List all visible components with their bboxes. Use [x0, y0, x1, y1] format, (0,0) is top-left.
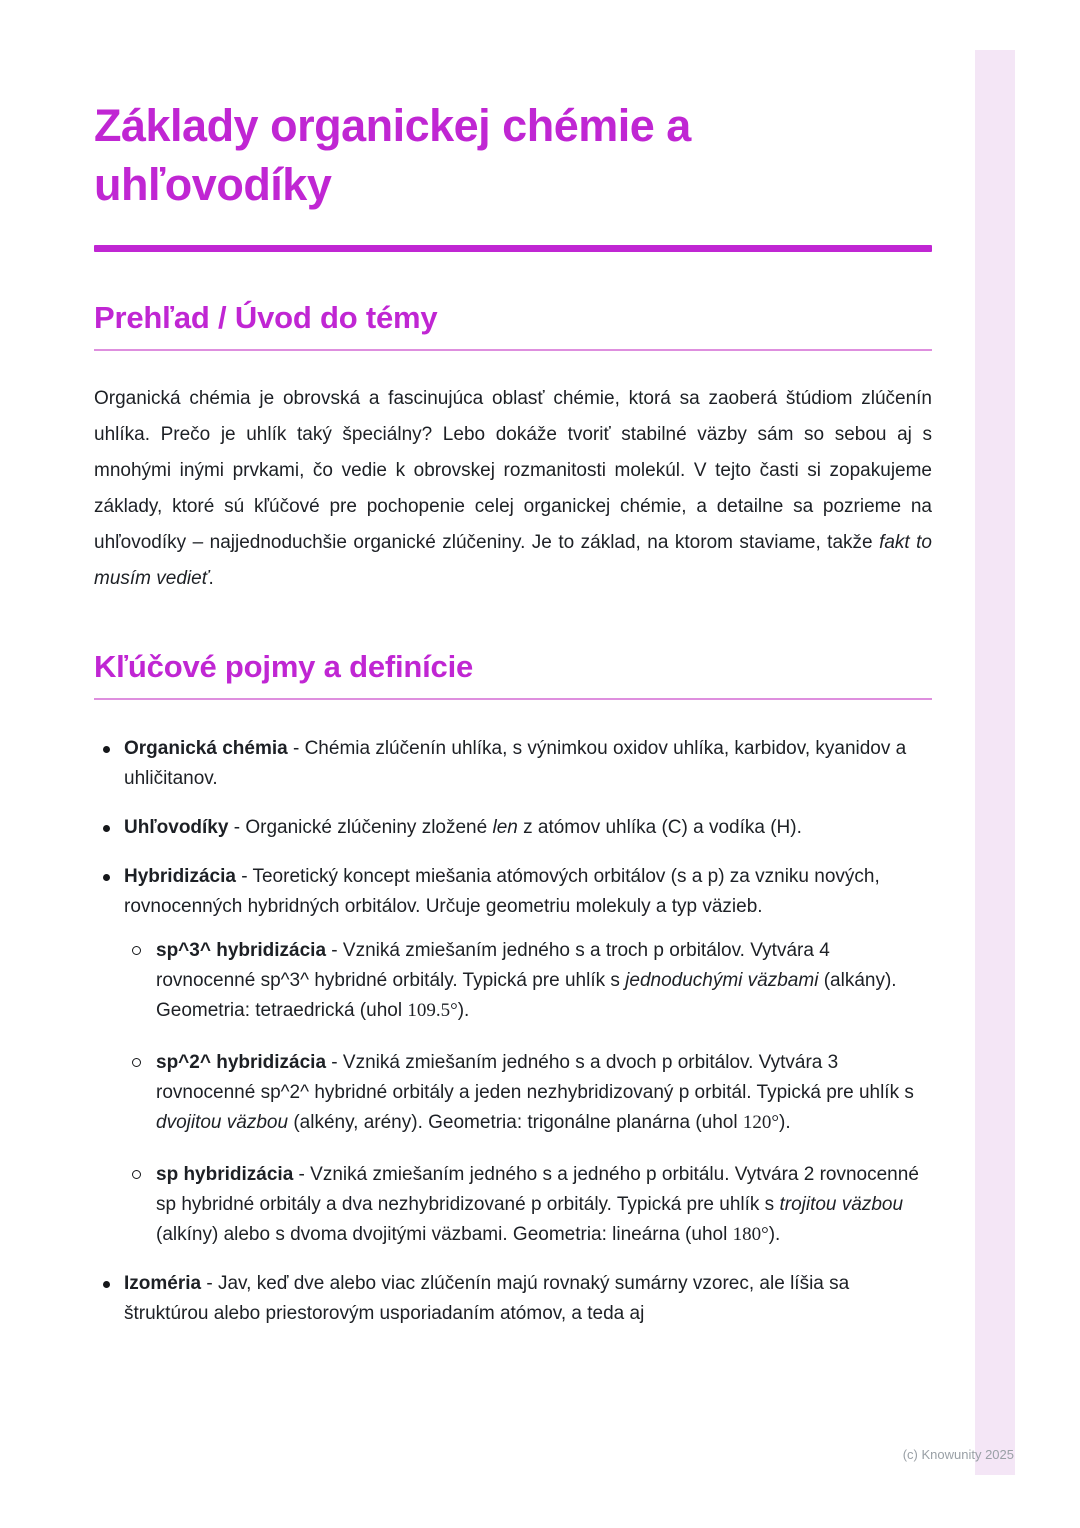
text-segment: - Jav, keď dve alebo viac zlúčenín majú rovnaký sumárny vzorec, ale líšia sa štruktúrou alebo priestorovým usporiadaním atómov, a teda aj — [124, 1272, 850, 1324]
text-segment: - Vzniká zmiešaním jedného s a dvoch p orbitálov. Vytvára 3 rovnocenné sp^2^ hybridné orbitály a jeden nezhybridizovaný p orbitál. Typická pre uhlík s — [156, 1051, 914, 1103]
text-segment: Organická chémia — [124, 737, 288, 759]
text-segment: (alkány). Geometria: tetraedrická (uhol — [156, 969, 897, 1021]
text-segment: 120° — [742, 1111, 779, 1133]
text-segment: ). — [768, 1223, 781, 1245]
text-segment: - Teoretický koncept miešania atómových orbitálov (s a p) za vzniku nových, rovnocenných hybridných orbitálov. Určuje geometriu molekuly a typ väzieb. — [124, 865, 880, 917]
text-segment: sp hybridizácia — [156, 1163, 294, 1185]
term-item — [94, 1269, 932, 1329]
text-segment: fakt to musím vedieť — [94, 531, 932, 589]
text-segment: - Organické zlúčeniny zložené — [228, 816, 493, 838]
text-segment: dvojitou väzbou — [156, 1111, 289, 1133]
text-segment: trojitou väzbou — [779, 1193, 904, 1215]
text-segment: 109.5° — [407, 999, 458, 1021]
side-accent-strip — [975, 50, 1015, 1475]
text-segment: 180° — [732, 1223, 769, 1245]
term-item — [94, 734, 932, 794]
text-segment: . — [208, 567, 214, 589]
term-text — [124, 1269, 932, 1329]
text-segment: - Chémia zlúčenín uhlíka, s výnimkou oxidov uhlíka, karbidov, kyanidov a uhličitanov. — [124, 737, 907, 789]
text-segment: sp^3^ hybridizácia — [156, 939, 327, 961]
text-segment: Organická chémia je obrovská a fascinujúca oblasť chémie, ktorá sa zaoberá štúdiom zlúčenín uhlíka. Prečo je uhlík taký špeciálny? Lebo dokáže tvoriť stabilné väzby sám so sebou aj s mnohými inými prvkami, čo vedie k obrovskej rozmanitosti molekúl. V tejto časti si zopakujeme základy, ktoré sú kľúčové pre pochopenie celej organickej chémie, a detailne sa pozrieme na uhľovodíky – najjednoduchšie organické zlúčeniny. Je to základ, na ktorom staviame, takže — [94, 387, 932, 553]
page-title: Základy organickej chémie a uhľovodíky — [94, 100, 691, 211]
term-text — [124, 862, 932, 922]
text-segment: Izoméria — [124, 1272, 202, 1294]
text-segment: ). — [457, 999, 470, 1021]
text-segment: sp^2^ hybridizácia — [156, 1051, 327, 1073]
text-segment: Hybridizácia — [124, 865, 236, 887]
sub-term-list — [124, 936, 932, 1250]
term-item — [94, 862, 932, 1250]
document-page — [94, 96, 932, 1348]
title-rule — [94, 245, 932, 252]
intro-paragraph — [94, 381, 932, 597]
section-heading-intro: Prehľad / Úvod do témy — [94, 300, 932, 351]
text-segment: (alkíny) alebo s dvoma dvojitými väzbami. Geometria: lineárna (uhol — [156, 1223, 733, 1245]
text-segment: jednoduchými väzbami — [625, 969, 819, 991]
text-segment: ). — [779, 1111, 791, 1133]
section-heading-terms: Kľúčové pojmy a definície — [94, 649, 932, 700]
text-segment: z atómov uhlíka (C) a vodíka (H). — [517, 816, 802, 838]
sub-term-item — [124, 1160, 932, 1250]
sub-term-item — [124, 936, 932, 1026]
text-segment: (alkény, arény). Geometria: trigonálne planárna (uhol — [288, 1111, 743, 1133]
key-terms-list — [94, 734, 932, 1329]
footer-credit: (c) Knowunity 2025 — [902, 1447, 1014, 1462]
term-text — [124, 734, 932, 794]
term-text — [124, 813, 932, 843]
text-segment: - Vzniká zmiešaním jedného s a jedného p orbitálu. Vytvára 2 rovnocenné sp hybridné orbitály a dva nezhybridizované p orbitály. Typická pre uhlík s — [156, 1163, 919, 1215]
text-segment: - Vzniká zmiešaním jedného s a troch p orbitálov. Vytvára 4 rovnocenné sp^3^ hybridné orbitály. Typická pre uhlík s — [156, 939, 830, 991]
term-item — [94, 813, 932, 843]
sub-term-item — [124, 1048, 932, 1138]
text-segment: Uhľovodíky — [124, 816, 229, 838]
text-segment: len — [492, 816, 518, 838]
